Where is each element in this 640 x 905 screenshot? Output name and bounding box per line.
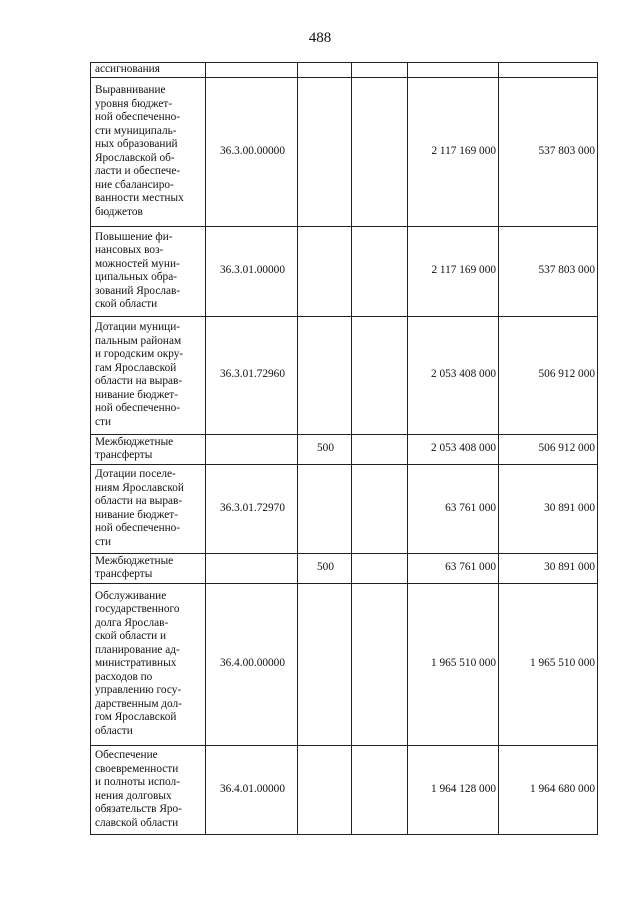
amount-year1-cell: 63 761 000 [408,464,499,553]
expense-type-cell [298,316,352,434]
row-name-cell: Выравнивание уровня бюджет- ной обеспеченно- сти муниципаль- ных образований Ярославской об- ласти и обеспече- ние сбалансиро- ванности местных бюджетов [91,77,206,226]
blank-cell [352,226,408,316]
expense-type-cell: 500 [298,434,352,464]
row-name-cell: Обслуживание государственного долга Ярослав- ской области и планирование ад- министративных расходов по управлению госу- дарственным дол- гом Ярославской области [91,583,206,745]
amount-year2-cell: 537 803 000 [499,226,598,316]
amount-year2-cell: 30 891 000 [499,464,598,553]
amount-year2-cell: 1 965 510 000 [499,583,598,745]
amount-year1-cell [408,63,499,78]
table-row [91,553,598,583]
target-article-cell: 36.4.01.00000 [206,745,298,834]
row-name-cell: ассигнования [91,63,206,78]
amount-year2-cell: 506 912 000 [499,316,598,434]
blank-cell [352,77,408,226]
expense-type-cell [298,77,352,226]
amount-year1-cell: 1 964 128 000 [408,745,499,834]
table-row [91,226,598,316]
amount-year1-cell: 1 965 510 000 [408,583,499,745]
target-article-cell [206,63,298,78]
table-row [91,316,598,434]
row-name-cell: Обеспечение своевременности и полноты испол- нения долговых обязательств Яро- славской области [91,745,206,834]
expense-type-cell [298,226,352,316]
blank-cell [352,583,408,745]
expense-type-cell [298,745,352,834]
budget-table [90,62,598,835]
target-article-cell [206,434,298,464]
target-article-cell: 36.4.00.00000 [206,583,298,745]
table-row [91,77,598,226]
amount-year2-cell [499,63,598,78]
expense-type-cell [298,464,352,553]
row-name-cell: Дотации муници- пальным районам и городским окру- гам Ярославской области на вырав- нивание бюджет- ной обеспеченно- сти [91,316,206,434]
amount-year1-cell: 63 761 000 [408,553,499,583]
table-row [91,745,598,834]
amount-year2-cell: 537 803 000 [499,77,598,226]
table-row [91,434,598,464]
amount-year1-cell: 2 117 169 000 [408,77,499,226]
blank-cell [352,434,408,464]
amount-year2-cell: 506 912 000 [499,434,598,464]
amount-year2-cell: 30 891 000 [499,553,598,583]
amount-year1-cell: 2 053 408 000 [408,434,499,464]
row-name-cell: Дотации поселе- ниям Ярославской области на вырав- нивание бюджет- ной обеспеченно- сти [91,464,206,553]
blank-cell [352,63,408,78]
target-article-cell: 36.3.01.72960 [206,316,298,434]
target-article-cell [206,553,298,583]
page-number: 488 [308,30,332,46]
table-row [91,63,598,78]
target-article-cell: 36.3.00.00000 [206,77,298,226]
amount-year1-cell: 2 053 408 000 [408,316,499,434]
target-article-cell: 36.3.01.72970 [206,464,298,553]
amount-year1-cell: 2 117 169 000 [408,226,499,316]
table-row [91,464,598,553]
expense-type-cell: 500 [298,553,352,583]
blank-cell [352,745,408,834]
amount-year2-cell: 1 964 680 000 [499,745,598,834]
blank-cell [352,464,408,553]
table-row [91,583,598,745]
blank-cell [352,553,408,583]
expense-type-cell [298,583,352,745]
row-name-cell: Повышение фи- нансовых воз- можностей муни- ципальных обра- зований Ярослав- ской области [91,226,206,316]
row-name-cell: Межбюджетные трансферты [91,434,206,464]
target-article-cell: 36.3.01.00000 [206,226,298,316]
row-name-cell: Межбюджетные трансферты [91,553,206,583]
expense-type-cell [298,63,352,78]
blank-cell [352,316,408,434]
